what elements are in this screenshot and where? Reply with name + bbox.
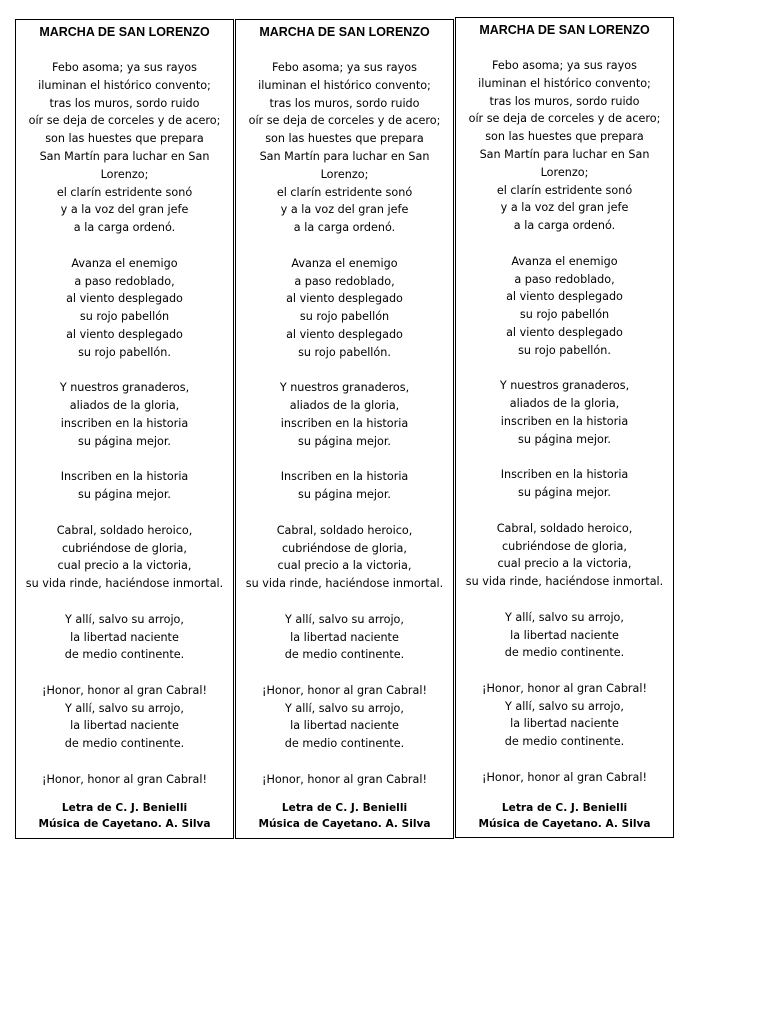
music-credit: Música de Cayetano. A. Silva: [478, 818, 651, 830]
stanza-1: [450, 57, 679, 235]
stanza-1: [10, 59, 239, 237]
lyric-line: Febo asoma; ya sus rayos: [52, 61, 197, 74]
song-credits: [236, 800, 453, 832]
lyric-line: cubriéndose de gloria,: [502, 539, 627, 553]
lyric-line: ¡Honor, honor al gran Cabral!: [42, 772, 207, 786]
lyric-line: al viento desplegado: [66, 292, 183, 306]
lyrics-credit: Letra de C. J. Benielli: [501, 802, 628, 814]
stanza-3: [10, 379, 239, 450]
lyric-line: Cabral, soldado heroico,: [496, 521, 633, 535]
lyrics-body: [450, 57, 679, 804]
lyric-line: Y allí, salvo su arrojo,: [505, 610, 624, 624]
lyric-line: Y nuestros granaderos,: [499, 379, 630, 393]
lyric-line: y a la voz del gran jefe: [500, 201, 629, 215]
song-title: MARCHA DE SAN LORENZO: [259, 25, 430, 39]
lyrics-body: [10, 59, 239, 806]
music-credit: Música de Cayetano. A. Silva: [258, 818, 431, 830]
lyrics-card-3: [455, 17, 674, 838]
lyric-line: la libertad naciente: [70, 630, 179, 644]
lyric-line: son las huestes que prepara: [45, 132, 204, 146]
lyric-line: tras los muros, sordo ruido: [269, 96, 420, 110]
stanza-2: [230, 255, 459, 362]
lyric-line: tras los muros, sordo ruido: [49, 96, 200, 110]
lyric-line: Avanza el enemigo: [291, 256, 398, 270]
lyric-line: son las huestes que prepara: [265, 132, 424, 146]
lyrics-card-1: [15, 19, 234, 839]
lyrics-credit: Letra de C. J. Benielli: [61, 802, 188, 814]
stanza-2: [450, 253, 679, 360]
lyric-line: Y allí, salvo su arrojo,: [505, 699, 624, 713]
lyric-line: a paso redoblado,: [294, 274, 395, 288]
lyric-line: iluminan el histórico convento;: [258, 78, 431, 92]
lyric-line: Y nuestros granaderos,: [59, 381, 190, 395]
lyric-line: Febo asoma; ya sus rayos: [272, 61, 417, 74]
lyric-line: su página mejor.: [517, 432, 611, 446]
lyric-line: y a la voz del gran jefe: [60, 203, 189, 217]
lyric-line: San Martín para luchar en San: [479, 147, 650, 161]
lyric-line: Y allí, salvo su arrojo,: [285, 701, 404, 715]
lyric-line: la libertad naciente: [290, 630, 399, 644]
lyric-line: su página mejor.: [77, 488, 171, 502]
stanza-7: [10, 682, 239, 753]
lyric-line: su vida rinde, haciéndose inmortal.: [245, 577, 444, 591]
stanza-7: [230, 682, 459, 753]
lyric-line: Y allí, salvo su arrojo,: [285, 612, 404, 626]
song-credits: [456, 800, 673, 832]
lyric-line: Inscriben en la historia: [60, 470, 189, 484]
lyric-line: su rojo pabellón.: [298, 345, 391, 359]
lyric-line: su rojo pabellón.: [78, 345, 171, 359]
lyric-line: iluminan el histórico convento;: [38, 78, 211, 92]
lyric-line: San Martín para luchar en San: [259, 149, 430, 163]
lyric-line: de medio continente.: [64, 648, 185, 662]
stanza-4: [450, 466, 679, 502]
lyric-line: la libertad naciente: [70, 719, 179, 733]
lyric-line: al viento desplegado: [286, 292, 403, 306]
lyric-line: iluminan el histórico convento;: [478, 76, 651, 90]
lyric-line: San Martín para luchar en San: [39, 149, 210, 163]
lyric-line: Inscriben en la historia: [500, 468, 629, 482]
stanza-5: [230, 522, 459, 593]
lyric-line: el clarín estridente sonó: [56, 185, 193, 199]
lyric-line: a la carga ordenó.: [73, 221, 176, 235]
lyric-line: el clarín estridente sonó: [276, 185, 413, 199]
stanza-2: [10, 255, 239, 362]
lyric-line: aliados de la gloria,: [69, 399, 180, 413]
lyric-line: su rojo pabellón.: [518, 343, 611, 357]
lyric-line: cual precio a la victoria,: [57, 559, 192, 573]
stanza-6: [450, 609, 679, 662]
stanza-8: [230, 771, 459, 789]
lyric-line: su rojo pabellón: [519, 308, 610, 322]
stanza-1: [230, 59, 459, 237]
lyrics-credit: Letra de C. J. Benielli: [281, 802, 408, 814]
lyric-line: cual precio a la victoria,: [497, 557, 632, 571]
lyric-line: a la carga ordenó.: [293, 221, 396, 235]
lyric-line: oír se deja de corceles y de acero;: [468, 112, 661, 126]
lyric-line: de medio continente.: [504, 735, 625, 749]
lyric-line: tras los muros, sordo ruido: [489, 94, 640, 108]
lyric-line: al viento desplegado: [286, 327, 403, 341]
song-title: MARCHA DE SAN LORENZO: [39, 25, 210, 39]
lyric-line: su página mejor.: [297, 488, 391, 502]
lyric-line: Y allí, salvo su arrojo,: [65, 701, 184, 715]
lyric-line: inscriben en la historia: [280, 416, 409, 430]
stanza-5: [450, 520, 679, 591]
lyric-line: de medio continente.: [64, 737, 185, 751]
stanza-7: [450, 680, 679, 751]
stanza-5: [10, 522, 239, 593]
lyric-line: de medio continente.: [504, 646, 625, 660]
lyric-line: al viento desplegado: [66, 327, 183, 341]
lyric-line: son las huestes que prepara: [485, 130, 644, 144]
lyric-line: Avanza el enemigo: [71, 256, 178, 270]
lyric-line: aliados de la gloria,: [289, 399, 400, 413]
stanza-3: [450, 377, 679, 448]
lyric-line: de medio continente.: [284, 648, 405, 662]
song-title: MARCHA DE SAN LORENZO: [479, 23, 650, 37]
lyric-line: Lorenzo;: [540, 165, 589, 179]
lyric-line: inscriben en la historia: [60, 416, 189, 430]
lyric-line: cubriéndose de gloria,: [282, 541, 407, 555]
lyric-line: Avanza el enemigo: [511, 254, 618, 268]
lyric-line: cubriéndose de gloria,: [62, 541, 187, 555]
lyric-line: al viento desplegado: [506, 290, 623, 304]
lyric-line: a la carga ordenó.: [513, 219, 616, 233]
lyric-line: el clarín estridente sonó: [496, 183, 633, 197]
lyric-line: ¡Honor, honor al gran Cabral!: [262, 772, 427, 786]
lyric-line: Inscriben en la historia: [280, 470, 409, 484]
lyrics-card-2: [235, 19, 454, 839]
lyric-line: inscriben en la historia: [500, 414, 629, 428]
lyric-line: Y nuestros granaderos,: [279, 381, 410, 395]
lyric-line: la libertad naciente: [510, 717, 619, 731]
lyric-line: la libertad naciente: [290, 719, 399, 733]
lyric-line: ¡Honor, honor al gran Cabral!: [262, 683, 427, 697]
stanza-4: [230, 468, 459, 504]
lyric-line: su vida rinde, haciéndose inmortal.: [465, 575, 664, 589]
lyric-line: ¡Honor, honor al gran Cabral!: [42, 683, 207, 697]
lyric-line: Lorenzo;: [100, 167, 149, 181]
lyric-line: oír se deja de corceles y de acero;: [248, 114, 441, 128]
lyric-line: su rojo pabellón: [299, 310, 390, 324]
lyric-line: su página mejor.: [297, 434, 391, 448]
lyric-line: a paso redoblado,: [514, 272, 615, 286]
lyric-line: y a la voz del gran jefe: [280, 203, 409, 217]
lyric-line: Febo asoma; ya sus rayos: [492, 59, 637, 72]
lyric-line: ¡Honor, honor al gran Cabral!: [482, 681, 647, 695]
stanza-3: [230, 379, 459, 450]
lyric-line: su página mejor.: [77, 434, 171, 448]
lyric-line: su página mejor.: [517, 486, 611, 500]
lyrics-body: [230, 59, 459, 806]
lyric-line: aliados de la gloria,: [509, 397, 620, 411]
stanza-6: [10, 611, 239, 664]
stanza-6: [230, 611, 459, 664]
lyric-line: de medio continente.: [284, 737, 405, 751]
song-credits: [16, 800, 233, 832]
lyric-line: Lorenzo;: [320, 167, 369, 181]
lyric-line: la libertad naciente: [510, 628, 619, 642]
lyric-line: Y allí, salvo su arrojo,: [65, 612, 184, 626]
lyric-line: su rojo pabellón: [79, 310, 170, 324]
music-credit: Música de Cayetano. A. Silva: [38, 818, 211, 830]
stanza-8: [450, 769, 679, 787]
lyric-line: ¡Honor, honor al gran Cabral!: [482, 770, 647, 784]
stanza-8: [10, 771, 239, 789]
lyric-line: oír se deja de corceles y de acero;: [28, 114, 221, 128]
lyric-line: cual precio a la victoria,: [277, 559, 412, 573]
lyric-line: su vida rinde, haciéndose inmortal.: [25, 577, 224, 591]
lyric-line: al viento desplegado: [506, 325, 623, 339]
lyric-line: Cabral, soldado heroico,: [56, 523, 193, 537]
lyric-line: Cabral, soldado heroico,: [276, 523, 413, 537]
stanza-4: [10, 468, 239, 504]
lyric-line: a paso redoblado,: [74, 274, 175, 288]
